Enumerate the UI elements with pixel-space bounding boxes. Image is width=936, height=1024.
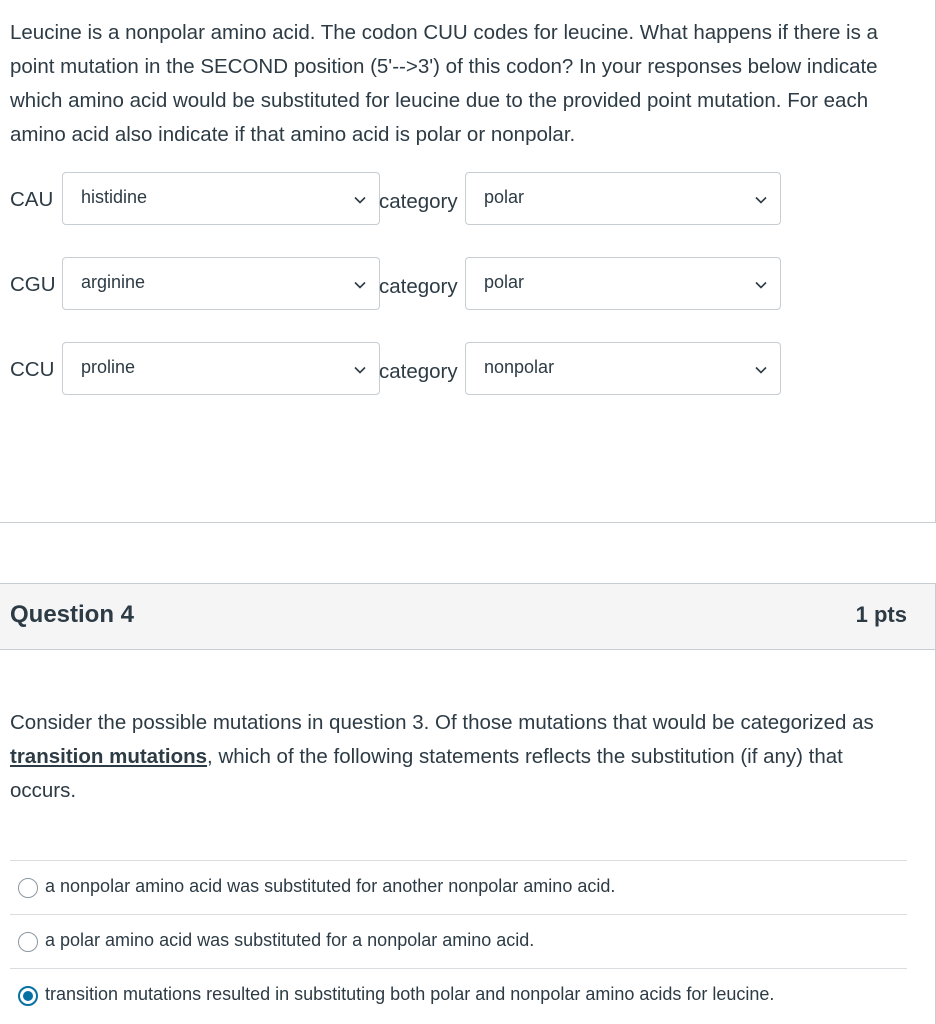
amino-acid-select[interactable] xyxy=(62,257,380,310)
answer-list xyxy=(10,860,907,1022)
category-label: category xyxy=(379,190,458,213)
category-label: category xyxy=(379,360,458,383)
transition-mutations-link[interactable]: transition mutations xyxy=(10,745,208,768)
mutation-row-cau xyxy=(10,172,790,226)
prompt-text-before: Consider the possible mutations in question 3. Of those mutations that would be categorized as xyxy=(10,711,874,734)
question-points: 1 pts xyxy=(855,602,907,627)
category-select[interactable] xyxy=(465,257,781,310)
amino-acid-value: proline xyxy=(81,357,136,377)
answer-text: transition mutations resulted in substituting both polar and nonpolar amino acids for leucine. xyxy=(45,984,775,1004)
codon-label: CCU xyxy=(10,358,55,381)
answer-option[interactable] xyxy=(10,860,907,914)
mutation-row-ccu xyxy=(10,342,790,396)
codon-label: CGU xyxy=(10,273,56,296)
chevron-down-icon xyxy=(754,193,768,207)
question-4-card xyxy=(0,583,936,1024)
answer-option-selected[interactable] xyxy=(10,968,907,1022)
category-select[interactable] xyxy=(465,342,781,395)
category-value: polar xyxy=(484,272,525,292)
amino-acid-value: histidine xyxy=(81,187,148,207)
category-value: polar xyxy=(484,187,525,207)
mutation-row-cgu xyxy=(10,257,790,311)
answer-option[interactable] xyxy=(10,914,907,968)
amino-acid-select[interactable] xyxy=(62,172,380,225)
question-4-prompt xyxy=(10,706,890,808)
codon-label: CAU xyxy=(10,188,54,211)
radio-button[interactable] xyxy=(18,878,38,898)
answer-text: a polar amino acid was substituted for a nonpolar amino acid. xyxy=(45,930,535,950)
chevron-down-icon xyxy=(353,363,367,377)
radio-button[interactable] xyxy=(18,932,38,952)
category-label: category xyxy=(379,275,458,298)
prompt-text-after: , which of the following statements reflects the substitution (if any) that occurs. xyxy=(10,745,843,802)
answer-text: a nonpolar amino acid was substituted for another nonpolar amino acid. xyxy=(45,876,616,896)
chevron-down-icon xyxy=(754,278,768,292)
amino-acid-value: arginine xyxy=(81,272,146,292)
category-value: nonpolar xyxy=(484,357,555,377)
question-title: Question 4 xyxy=(10,601,135,628)
radio-button-selected[interactable] xyxy=(18,986,38,1006)
chevron-down-icon xyxy=(754,363,768,377)
question-4-header xyxy=(0,584,935,650)
category-select[interactable] xyxy=(465,172,781,225)
question-3-prompt: Leucine is a nonpolar amino acid. The codon CUU codes for leucine. What happens if there is a point mutation in the SECOND position (5'-->3') of this codon? In your responses below indicate which amino acid would be substituted for leucine due to the provided point mutation. For each amino acid also indicate if that amino acid is polar or nonpolar. xyxy=(10,21,878,146)
chevron-down-icon xyxy=(353,193,367,207)
chevron-down-icon xyxy=(353,278,367,292)
amino-acid-select[interactable] xyxy=(62,342,380,395)
